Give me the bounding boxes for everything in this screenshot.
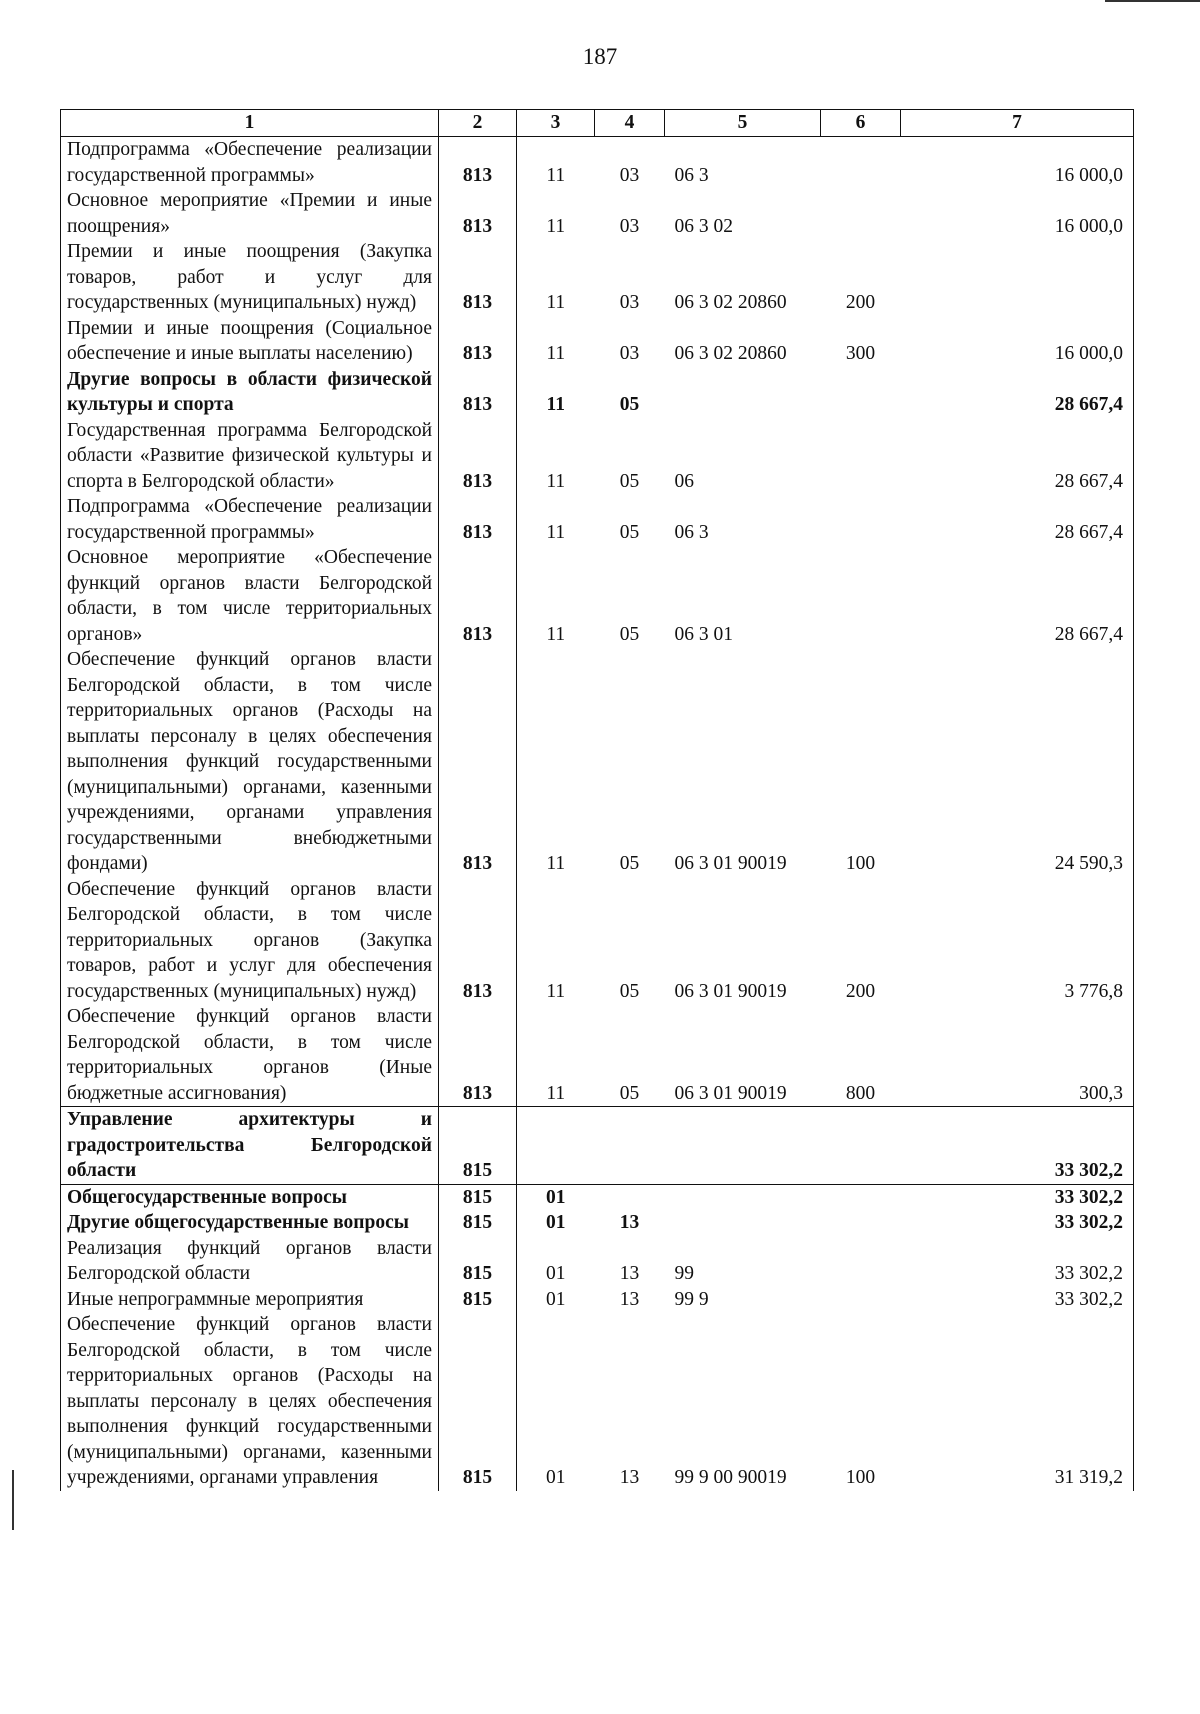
row-target-article-cell bbox=[665, 1184, 821, 1210]
row-amount-cell: 28 667,4 bbox=[901, 367, 1134, 418]
row-amount-cell: 3 776,8 bbox=[901, 877, 1134, 1005]
row-code-cell: 813 bbox=[439, 188, 517, 239]
row-amount-cell: 16 000,0 bbox=[901, 188, 1134, 239]
row-expense-type-cell bbox=[821, 137, 901, 189]
table-row bbox=[61, 1287, 1134, 1313]
row-code-cell: 813 bbox=[439, 647, 517, 877]
row-expense-type-cell bbox=[821, 1210, 901, 1236]
row-code-cell: 815 bbox=[439, 1210, 517, 1236]
row-name-cell: Управление архитектуры и градостроительства Белгородской области bbox=[61, 1107, 439, 1185]
row-name-cell: Государственная программа Белгородской области «Развитие физической культуры и спорта в Белгородской области» bbox=[61, 418, 439, 495]
row-expense-type-cell: 200 bbox=[845, 980, 876, 1002]
row-target-article-cell: 06 3 01 90019 bbox=[674, 853, 787, 874]
row-expense-type-cell bbox=[821, 1184, 901, 1210]
row-amount-cell: 28 667,4 bbox=[901, 418, 1134, 495]
row-section-cell bbox=[517, 1107, 595, 1185]
row-section-cell: 11 bbox=[546, 623, 566, 645]
table-row bbox=[61, 494, 1134, 545]
row-section-cell: 01 bbox=[546, 1288, 566, 1310]
row-subsection-cell: 03 bbox=[619, 164, 640, 186]
row-section-cell: 01 bbox=[546, 1467, 566, 1488]
header-col-3: 3 bbox=[517, 110, 595, 137]
row-section-cell: 11 bbox=[546, 164, 566, 186]
row-amount-cell: 33 302,2 bbox=[901, 1184, 1134, 1210]
row-expense-type-cell bbox=[821, 494, 901, 545]
row-section-cell: 01 bbox=[546, 1212, 566, 1233]
page-number: 187 bbox=[582, 44, 618, 69]
header-col-2: 2 bbox=[439, 110, 517, 137]
row-subsection-cell: 05 bbox=[619, 470, 640, 492]
row-section-cell: 11 bbox=[546, 394, 565, 415]
row-amount-cell bbox=[901, 239, 1134, 316]
row-section-cell: 11 bbox=[546, 343, 566, 364]
row-name-cell: Обеспечение функций органов власти Белгородской области, в том числе территориальных органов (Расходы на выплаты персоналу в целях обеспечения выполнения функций государственными (муниципальными) органами, казенными учреждениями, органами управления государственными внебюджетными фондами) bbox=[61, 647, 439, 877]
row-target-article-cell: 06 3 02 20860 bbox=[674, 343, 787, 364]
row-expense-type-cell bbox=[821, 545, 901, 647]
row-expense-type-cell bbox=[821, 188, 901, 239]
row-name-cell: Обеспечение функций органов власти Белгородской области, в том числе территориальных органов (Иные бюджетные ассигнования) bbox=[61, 1004, 439, 1107]
table-row bbox=[61, 188, 1134, 239]
row-amount-cell: 33 302,2 bbox=[901, 1107, 1134, 1185]
budget-table-container bbox=[60, 109, 1133, 1491]
row-subsection-cell: 13 bbox=[619, 1212, 640, 1233]
row-section-cell: 11 bbox=[546, 292, 566, 313]
budget-table bbox=[60, 109, 1134, 1491]
row-expense-type-cell bbox=[821, 418, 901, 495]
row-code-cell: 813 bbox=[439, 239, 517, 316]
row-subsection-cell: 13 bbox=[619, 1288, 640, 1310]
row-name-cell: Обеспечение функций органов власти Белгородской области, в том числе территориальных органов (Расходы на выплаты персоналу в целях обеспечения выполнения функций государственными (муниципальными) органами, казенными учреждениями, органами управления bbox=[61, 1312, 439, 1491]
table-row bbox=[61, 316, 1134, 367]
scan-mark-top-right bbox=[1105, 0, 1200, 2]
row-target-article-cell bbox=[665, 1210, 821, 1236]
row-amount-cell: 16 000,0 bbox=[901, 137, 1134, 189]
table-row bbox=[61, 877, 1134, 1005]
row-target-article-cell: 06 3 bbox=[674, 164, 709, 186]
row-amount-cell: 31 319,2 bbox=[901, 1312, 1134, 1491]
row-name-cell: Подпрограмма «Обеспечение реализации государственной программы» bbox=[61, 494, 439, 545]
row-target-article-cell: 06 3 01 bbox=[674, 623, 733, 645]
row-amount-cell: 33 302,2 bbox=[901, 1236, 1134, 1287]
table-row bbox=[61, 1004, 1134, 1107]
table-row bbox=[61, 1312, 1134, 1491]
row-expense-type-cell: 800 bbox=[821, 1004, 901, 1107]
row-name-cell: Премии и иные поощрения (Закупка товаров, работ и услуг для государственных (муниципальных) нужд) bbox=[61, 239, 439, 316]
row-subsection-cell: 05 bbox=[619, 980, 640, 1002]
row-subsection-cell: 13 bbox=[619, 1263, 640, 1284]
row-section-cell: 01 bbox=[517, 1184, 595, 1210]
table-row bbox=[61, 1210, 1134, 1236]
table-row bbox=[61, 1107, 1134, 1185]
row-code-cell: 815 bbox=[439, 1236, 517, 1287]
row-subsection-cell: 03 bbox=[619, 292, 640, 313]
row-subsection-cell: 05 bbox=[619, 394, 640, 415]
row-subsection-cell: 03 bbox=[619, 343, 640, 364]
row-code-cell: 813 bbox=[439, 367, 517, 418]
row-amount-cell: 300,3 bbox=[901, 1004, 1134, 1107]
table-row bbox=[61, 647, 1134, 877]
row-target-article-cell: 99 9 bbox=[674, 1288, 709, 1310]
row-target-article-cell: 06 3 02 bbox=[674, 215, 733, 237]
table-row bbox=[61, 1184, 1134, 1210]
row-expense-type-cell: 100 bbox=[845, 853, 876, 874]
row-target-article-cell: 06 3 02 20860 bbox=[674, 292, 787, 313]
row-expense-type-cell bbox=[821, 1287, 901, 1313]
row-expense-type-cell: 300 bbox=[845, 343, 876, 364]
row-expense-type-cell bbox=[821, 1107, 901, 1185]
row-section-cell: 01 bbox=[546, 1263, 566, 1284]
row-name-cell: Реализация функций органов власти Белгородской области bbox=[61, 1236, 439, 1287]
row-section-cell: 11 bbox=[546, 521, 566, 543]
header-col-4: 4 bbox=[595, 110, 665, 137]
row-subsection-cell: 13 bbox=[619, 1467, 640, 1488]
row-amount-cell: 33 302,2 bbox=[901, 1210, 1134, 1236]
row-section-cell: 11 bbox=[517, 1004, 595, 1107]
row-target-article-cell: 06 3 bbox=[674, 521, 709, 543]
table-header-row bbox=[61, 110, 1134, 137]
row-subsection-cell: 03 bbox=[619, 215, 640, 237]
row-expense-type-cell bbox=[821, 367, 901, 418]
scan-mark-left-margin bbox=[12, 1470, 14, 1530]
row-name-cell: Обеспечение функций органов власти Белгородской области, в том числе территориальных органов (Закупка товаров, работ и услуг для обеспечения государственных (муниципальных) нужд) bbox=[61, 877, 439, 1005]
row-subsection-cell: 05 bbox=[619, 623, 640, 645]
row-name-cell: Другие вопросы в области физической культуры и спорта bbox=[61, 367, 439, 418]
row-code-cell: 813 bbox=[439, 877, 517, 1005]
row-target-article-cell: 06 bbox=[674, 470, 694, 492]
table-row bbox=[61, 367, 1134, 418]
row-code-cell: 813 bbox=[439, 545, 517, 647]
row-name-cell: Подпрограмма «Обеспечение реализации государственной программы» bbox=[61, 137, 439, 189]
header-col-7: 7 bbox=[901, 110, 1134, 137]
row-code-cell: 813 bbox=[439, 494, 517, 545]
row-name-cell: Премии и иные поощрения (Социальное обеспечение и иные выплаты населению) bbox=[61, 316, 439, 367]
row-section-cell: 11 bbox=[546, 853, 566, 874]
row-expense-type-cell bbox=[821, 1236, 901, 1287]
row-code-cell: 815 bbox=[439, 1287, 517, 1313]
row-name-cell: Основное мероприятие «Обеспечение функций органов власти Белгородской области, в том числе территориальных органов» bbox=[61, 545, 439, 647]
row-subsection-cell: 05 bbox=[619, 853, 640, 874]
row-subsection-cell: 05 bbox=[595, 1004, 665, 1107]
row-code-cell: 813 bbox=[439, 1004, 517, 1107]
row-amount-cell: 28 667,4 bbox=[901, 494, 1134, 545]
row-amount-cell: 24 590,3 bbox=[901, 647, 1134, 877]
row-section-cell: 11 bbox=[546, 215, 566, 237]
table-body bbox=[61, 137, 1134, 1491]
row-amount-cell: 16 000,0 bbox=[901, 316, 1134, 367]
header-col-6: 6 bbox=[821, 110, 901, 137]
table-row bbox=[61, 418, 1134, 495]
row-code-cell: 815 bbox=[439, 1312, 517, 1491]
row-target-article-cell bbox=[665, 1107, 821, 1185]
row-subsection-cell: 05 bbox=[619, 521, 640, 543]
row-code-cell: 813 bbox=[439, 137, 517, 189]
row-subsection-cell bbox=[595, 1107, 665, 1185]
row-code-cell: 813 bbox=[439, 418, 517, 495]
row-code-cell: 815 bbox=[439, 1184, 517, 1210]
row-name-cell: Иные непрограммные мероприятия bbox=[61, 1287, 439, 1313]
row-name-cell: Основное мероприятие «Премии и иные поощрения» bbox=[61, 188, 439, 239]
table-row bbox=[61, 545, 1134, 647]
row-target-article-cell: 99 bbox=[674, 1263, 694, 1284]
table-row bbox=[61, 239, 1134, 316]
row-expense-type-cell: 100 bbox=[845, 1467, 876, 1488]
row-code-cell: 813 bbox=[439, 316, 517, 367]
row-amount-cell: 33 302,2 bbox=[901, 1287, 1134, 1313]
row-name-cell: Общегосударственные вопросы bbox=[61, 1184, 439, 1210]
row-name-cell: Другие общегосударственные вопросы bbox=[61, 1210, 439, 1236]
row-amount-cell: 28 667,4 bbox=[901, 545, 1134, 647]
table-row bbox=[61, 1236, 1134, 1287]
header-col-1: 1 bbox=[61, 110, 439, 137]
row-section-cell: 11 bbox=[546, 980, 566, 1002]
row-expense-type-cell: 200 bbox=[845, 292, 876, 313]
header-col-5: 5 bbox=[665, 110, 821, 137]
row-target-article-cell: 06 3 01 90019 bbox=[665, 1004, 821, 1107]
row-subsection-cell bbox=[595, 1184, 665, 1210]
row-section-cell: 11 bbox=[546, 470, 566, 492]
table-row bbox=[61, 137, 1134, 189]
row-target-article-cell: 99 9 00 90019 bbox=[674, 1467, 787, 1488]
row-target-article-cell: 06 3 01 90019 bbox=[674, 980, 787, 1002]
row-target-article-cell bbox=[665, 367, 821, 418]
row-code-cell: 815 bbox=[439, 1107, 517, 1185]
